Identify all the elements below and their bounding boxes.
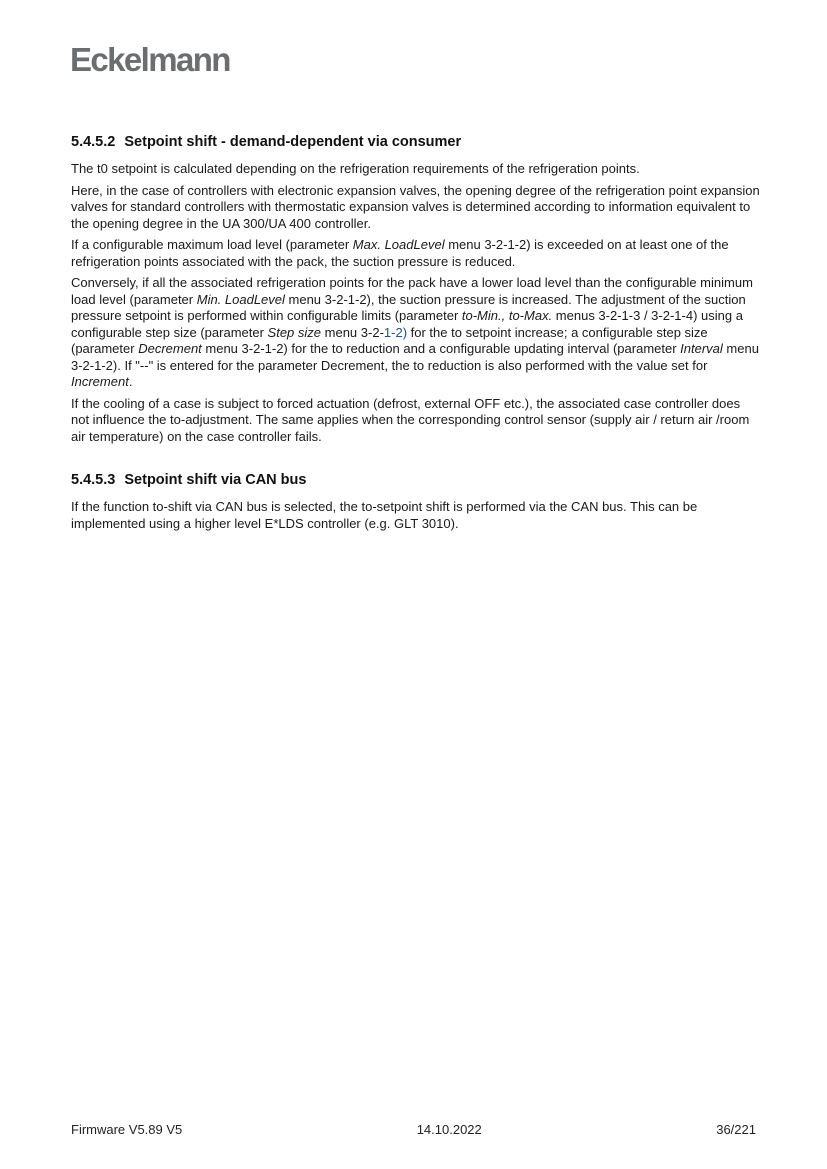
section-heading-5453 [71,471,761,489]
section-number: 5.4.5.3 [71,472,116,488]
param-name: Interval [680,341,723,356]
text-run: for the to setpoint increase; a configurable step size (parameter [71,324,708,356]
page-content [71,133,761,537]
text-run: If a configurable maximum load level (parameter [71,237,353,252]
eckelmann-logo: Eckelmann [70,41,230,78]
paragraph: If the function to-shift via CAN bus is selected, the to-setpoint shift is performed via the CAN bus. This can be implemented using a higher level E*LDS controller (e.g. GLT 3010). [71,499,698,531]
footer-firmware: Firmware V5.89 V5 [71,1122,183,1137]
text-run: menu 3-2-1-2), the suction pressure is increased. The adjustment of the suction pressure setpoint is performed within configurable limits (parameter [71,291,746,323]
text-run: menu 3-2-1-2) for the to reduction and a configurable updating interval (parameter [201,341,681,356]
param-name: Decrement [138,341,202,356]
param-name: Increment [71,374,129,389]
section-title: Setpoint shift - demand-dependent via consumer [124,134,462,150]
param-name: to-Min., to-Max. [461,308,553,323]
text-run: menu 3-2- [321,324,384,340]
paragraph: If the cooling of a case is subject to forced actuation (defrost, external OFF etc.), the associated case controller does not influence the to-adjustment. The same applies when the corresponding control sensor (supply air / return air /room air temperature) on the case controller fails. [71,395,750,444]
param-name: Max. LoadLevel [352,237,445,252]
section-title: Setpoint shift via CAN bus [124,472,307,488]
footer-date: 14.10.2022 [416,1122,482,1137]
text-run: . [128,374,133,389]
menu-link[interactable]: 1-2) [383,324,408,340]
param-name: Step size [267,324,322,340]
text-run: menu 3-2-1-2). If "--" is entered for the parameter Decrement, the to reduction is also performed with the value set for [71,341,759,373]
text-run: menu 3-2-1-2) is exceeded on at least one of the refrigeration points associated with the pack, the suction pressure is reduced. [71,237,729,269]
paragraph: Here, in the case of controllers with electronic expansion valves, the opening degree of the refrigeration point expansion valves for standard controllers with thermostatic expansion valves is determined according to information equivalent to the opening degree in the UA 300/UA 400 controller. [71,182,760,231]
section-number: 5.4.5.2 [71,134,116,150]
text-run: Conversely, if all the associated refrigeration points for the pack have a lower load level than the configurable minimum load level (parameter [71,275,753,307]
paragraph [71,237,761,270]
text-run: menus 3-2-1-3 / 3-2-1-4) using a configurable step size (parameter [71,308,743,340]
paragraph [71,275,761,391]
section-heading-5452 [71,133,761,151]
page-footer [71,1122,756,1137]
footer-page-number: 36/221 [716,1122,756,1137]
paragraph: The t0 setpoint is calculated depending on the refrigeration requirements of the refrigeration points. [71,161,640,176]
param-name: Min. LoadLevel [196,291,285,307]
